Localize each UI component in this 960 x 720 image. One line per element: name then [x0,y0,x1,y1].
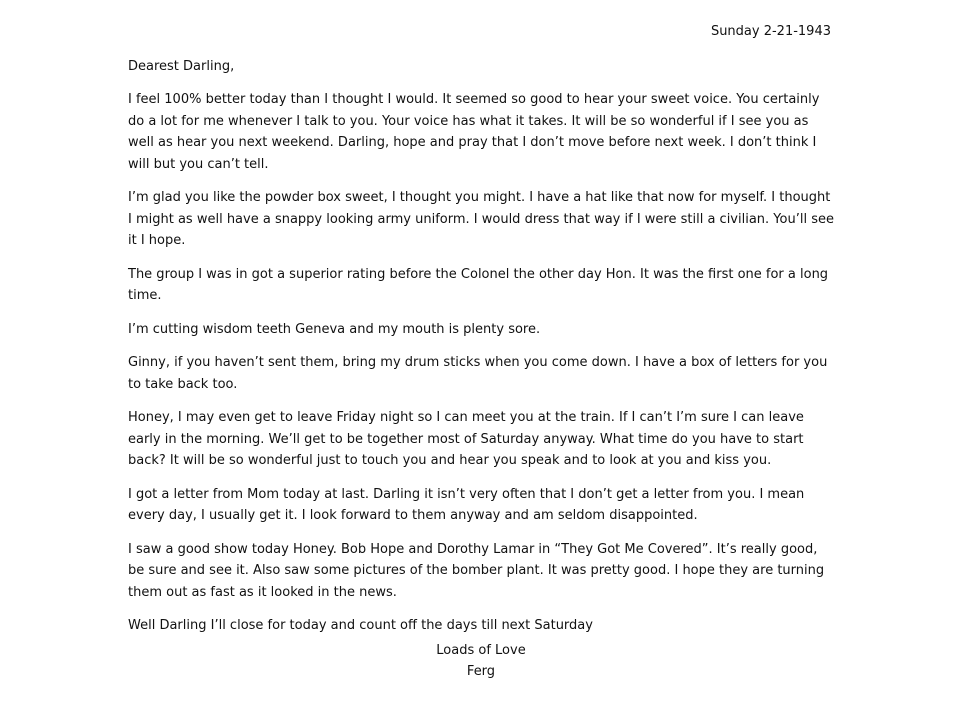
letter-closing-block [128,640,834,682]
paragraph: Ginny, if you haven’t sent them, bring my drum sticks when you come down. I have a box of letters for you to take back too. [128,355,828,392]
paragraph: I feel 100% better today than I thought I would. It seemed so good to hear your sweet voice. You certainly do a lot for me whenever I talk to you. Your voice has what it takes. It will be so wonderful if I see you as well as hear you next weekend. Darling, hope and pray that I don’t move before next week. I don’t think I will but you can’t tell. [128,92,820,172]
letter-body [128,89,834,649]
paragraph: Well Darling I’ll close for today and count off the days till next Saturday [128,618,593,633]
paragraph: Honey, I may even get to leave Friday night so I can meet you at the train. If I can’t I’m sure I can leave early in the morning. We’ll get to be together most of Saturday anyway. What time do you have to start back? It will be so wonderful just to touch you and hear you speak and to look at you and kiss you. [128,410,804,468]
paragraph: I got a letter from Mom today at last. Darling it isn’t very often that I don’t get a letter from you. I mean every day, I usually get it. I look forward to them anyway and am seldom disappointed. [128,486,805,523]
letter-salutation: Dearest Darling, [128,59,235,74]
paragraph: I saw a good show today Honey. Bob Hope and Dorothy Lamar in “They Got Me Covered”. It’s really good, be sure and see it. Also saw some pictures of the bomber plant. It was pretty good. I hope they are turning them out as fast as it looked in the news. [128,541,825,600]
letter-closing: Loads of Love [436,643,526,658]
paragraph: I’m glad you like the powder box sweet, I thought you might. I have a hat like that now for myself. I thought I might as well have a snappy looking army uniform. I would dress that way if I were still a civilian. You’ll see it I hope. [128,190,834,248]
letter-signature: Ferg [466,664,496,679]
paragraph: I’m cutting wisdom teeth Geneva and my mouth is plenty sore. [128,321,541,337]
letter-page [128,0,834,720]
letter-date: Sunday 2-21-1943 [710,24,831,39]
paragraph: The group I was in got a superior rating before the Colonel the other day Hon. It was the first one for a long time. [128,266,829,303]
